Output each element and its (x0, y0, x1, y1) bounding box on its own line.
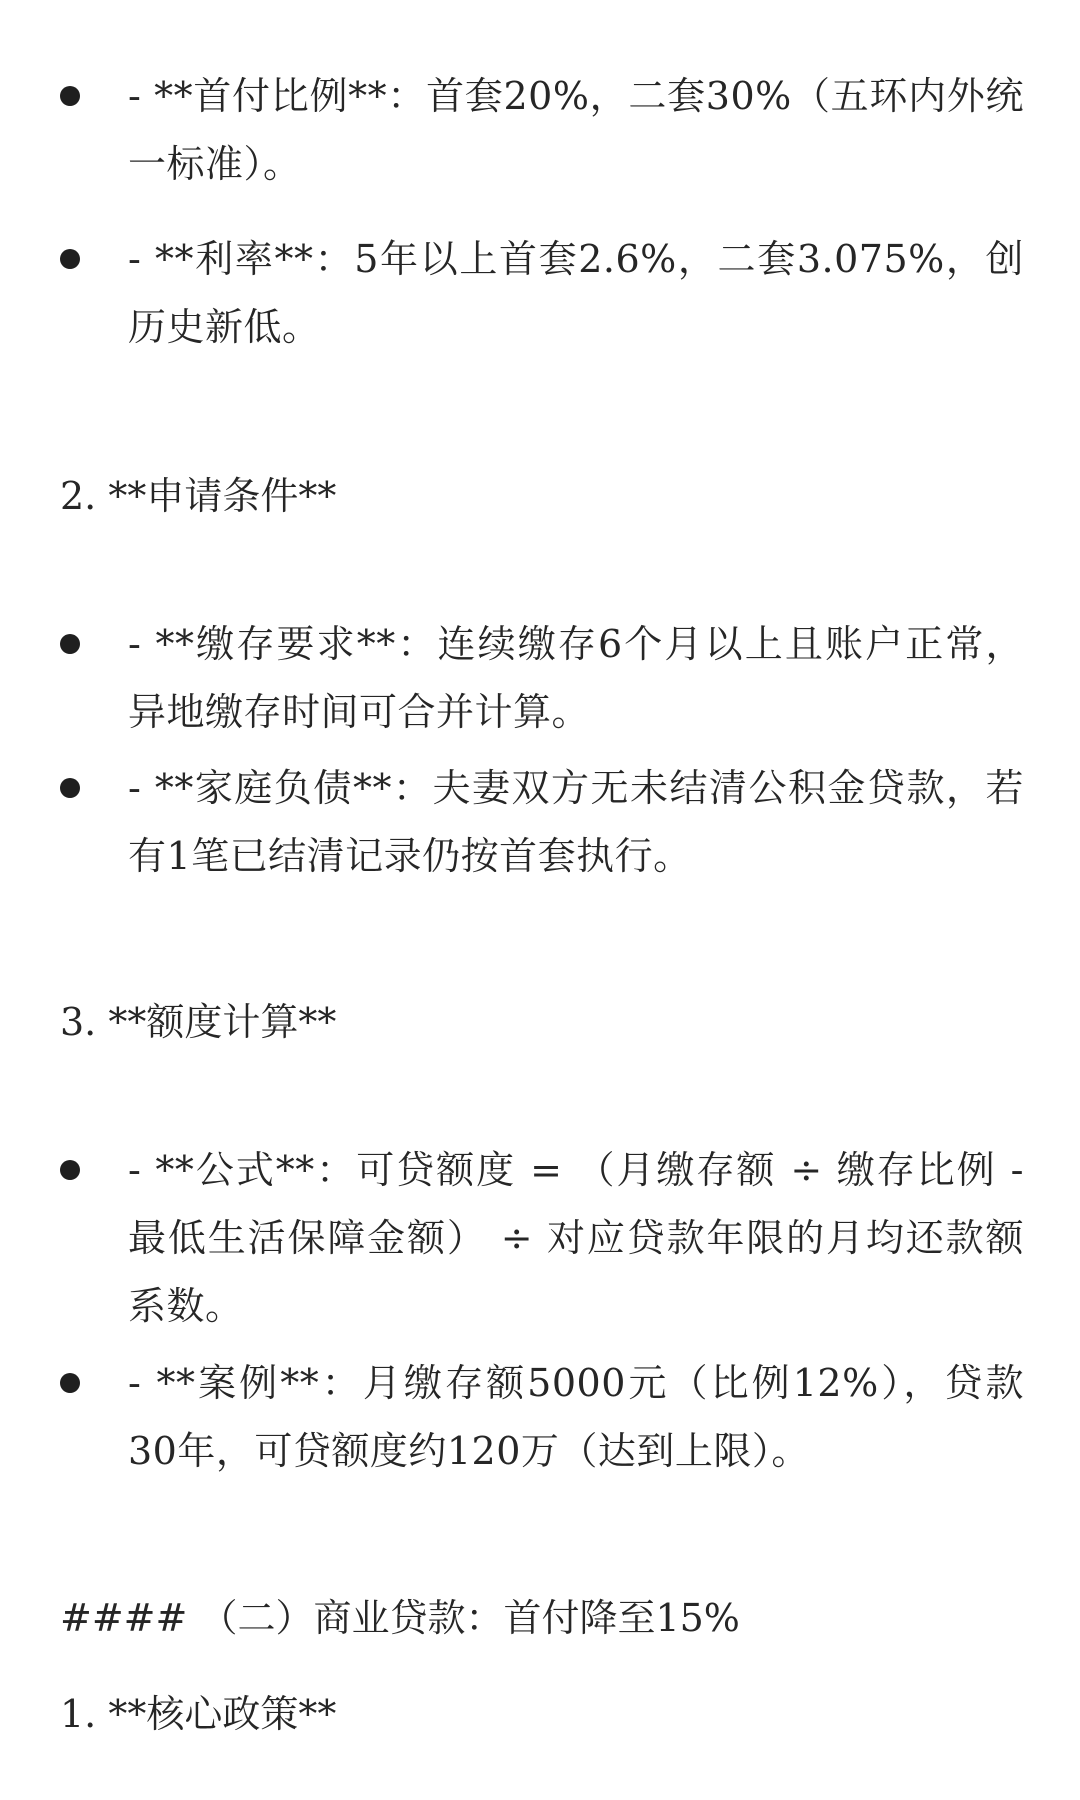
bullet-dot (60, 1373, 80, 1393)
bullet-dot (60, 634, 80, 654)
list-item-text: - **首付比例**：首套20%，二套30%（五环内外统一标准）。 (128, 74, 1024, 186)
bullet-dot (60, 86, 80, 106)
section-heading: 3. **额度计算** (60, 1000, 337, 1044)
section-heading: 2. **申请条件** (60, 474, 337, 518)
bullet-dot (60, 1160, 80, 1180)
list-item-text: - **案例**：月缴存额5000元（比例12%），贷款30年，可贷额度约120万（达到上限）。 (128, 1361, 1024, 1473)
section-heading: 1. **核心政策** (60, 1692, 337, 1736)
subsection-heading: #### （二）商业贷款：首付降至15% (60, 1596, 740, 1640)
list-item-text: - **利率**：5年以上首套2.6%，二套3.075%，创历史新低。 (128, 237, 1024, 349)
list-item-text: - **家庭负债**：夫妻双方无未结清公积金贷款，若有1笔已结清记录仍按首套执行。 (128, 766, 1024, 878)
bullet-dot (60, 249, 80, 269)
bullet-dot (60, 778, 80, 798)
list-item-text: - **缴存要求**：连续缴存6个月以上且账户正常，异地缴存时间可合并计算。 (128, 622, 1024, 734)
list-item-text: - **公式**：可贷额度 = （月缴存额 ÷ 缴存比例 - 最低生活保障金额） ÷ 对应贷款年限的月均还款额系数。 (128, 1148, 1024, 1328)
